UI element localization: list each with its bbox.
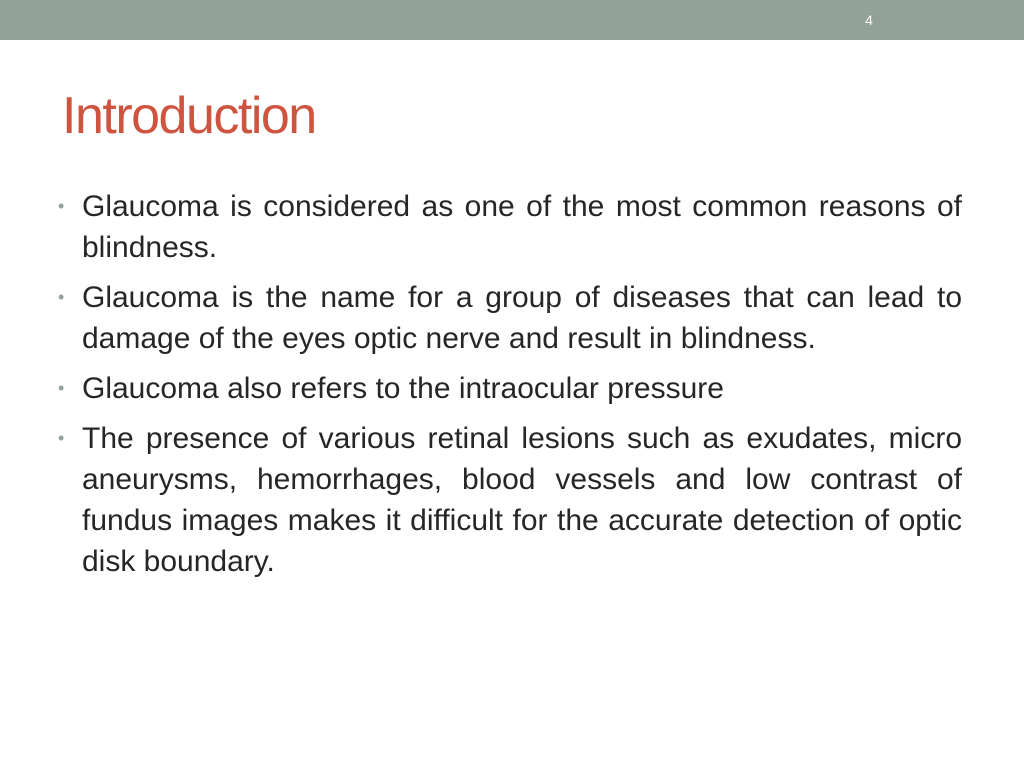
bullet-text: Glaucoma is the name for a group of diseases that can lead to damage of the eyes optic nerve and result in blindness. <box>82 281 962 355</box>
bullet-icon: • <box>58 428 65 448</box>
bullet-item <box>58 418 962 582</box>
slide-title: Introduction <box>62 87 316 145</box>
bullet-item <box>58 368 962 409</box>
bullet-icon: • <box>58 378 65 398</box>
bullet-list <box>58 186 962 591</box>
bullet-item <box>58 186 962 268</box>
bullet-text: The presence of various retinal lesions such as exudates, micro aneurysms, hemorrhages, blood vessels and low contrast of fundus images makes it difficult for the accurate detection of optic disk boundary. <box>82 422 962 578</box>
bullet-icon: • <box>58 287 65 307</box>
bullet-icon: • <box>58 196 65 216</box>
bullet-text: Glaucoma also refers to the intraocular pressure <box>82 372 724 405</box>
slide-number: 4 <box>865 12 873 28</box>
bullet-text: Glaucoma is considered as one of the most common reasons of blindness. <box>82 190 962 264</box>
bullet-item <box>58 277 962 359</box>
